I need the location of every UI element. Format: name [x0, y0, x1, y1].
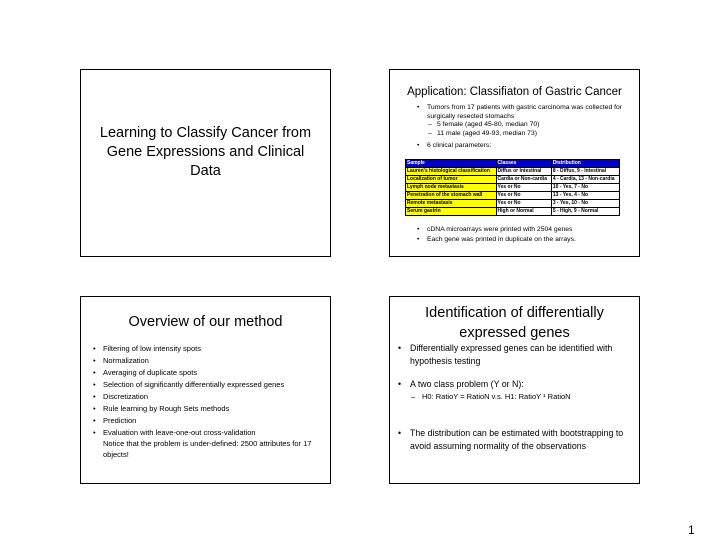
table-header: Sample: [406, 160, 497, 168]
bullet: • A two class problem (Y or N):: [398, 378, 636, 391]
bullet: • The distribution can be estimated with bootstrapping to avoid assuming normality of the observations: [398, 427, 636, 452]
sub-bullet: – H0: RatioY = RatioN v.s. H1: RatioY ¹ RatioN: [398, 391, 636, 404]
table-cell: 8 - Diffus, 9 - Intestinal: [551, 168, 619, 176]
table-cell: Serum gastrin: [406, 208, 497, 216]
list-item: • Evaluation with leave-one-out cross-validation: [93, 427, 325, 439]
table-cell: Lymph node metastasis: [406, 184, 497, 192]
list-item: • Selection of significantly differentially expressed genes: [93, 379, 325, 391]
table-cell: Yes or No: [496, 192, 551, 200]
slide-2: [389, 69, 640, 257]
table-cell: Diffus or Intestinal: [496, 168, 551, 176]
bullet: • Tumors from 17 patients with gastric carcinoma was collected for surgically resected stomachs: [417, 104, 632, 121]
slide-4-title: Identification of differentially expressed genes: [425, 305, 604, 341]
page-number: 1: [688, 523, 695, 537]
table-cell: High or Normal: [496, 208, 551, 216]
list-item: • Normalization: [93, 355, 325, 367]
table-cell: Remote metastasis: [406, 200, 497, 208]
table-cell: Cardia or Non-cardia: [496, 176, 551, 184]
list-item: • Prediction: [93, 415, 325, 427]
table-row: [406, 200, 620, 208]
table-cell: Lauren's histological classification: [406, 168, 497, 176]
table-cell: 10 - Yes, 7 - No: [551, 184, 619, 192]
bullet: • Each gene was printed in duplicate on the arrays.: [417, 235, 632, 245]
sub-bullet: – 11 male (aged 49-93, median 73): [417, 130, 632, 139]
table-cell: Penetration of the stomach wall: [406, 192, 497, 200]
bullet: • Differentially expressed genes can be identified with hypothesis testing: [398, 342, 636, 367]
slide-2-title: Application: Classifiaton of Gastric Cancer: [407, 86, 622, 98]
clinical-parameters-table: [405, 159, 620, 216]
table-header: Classes: [496, 160, 551, 168]
slide-1: [80, 69, 331, 257]
list-item: • Rule learning by Rough Sets methods: [93, 403, 325, 415]
slide-3-title: Overview of our method: [128, 314, 283, 330]
method-list: [93, 343, 325, 460]
table-row: [406, 176, 620, 184]
table-cell: 4 - Cardia, 13 - Non-cardia: [551, 176, 619, 184]
slide-4: [389, 296, 640, 484]
sub-bullet: – 5 female (aged 45-80, median 70): [417, 121, 632, 130]
table-row: [406, 184, 620, 192]
table-cell: Yes or No: [496, 200, 551, 208]
table-cell: Localization of tumor: [406, 176, 497, 184]
slide-3: [80, 296, 331, 484]
table-row: [406, 192, 620, 200]
slide-2-bullets: [417, 104, 632, 151]
bullet: • cDNA microarrays were printed with 2504 genes: [417, 225, 632, 235]
slide-2-bottom-bullets: [417, 225, 632, 244]
note-text: Notice that the problem is under-defined: 2500 attributes for 17 objects!: [103, 439, 312, 459]
slide-1-title: Learning to Classify Cancer from Gene Expressions and Clinical Data: [99, 125, 312, 179]
table-cell: 3 - Yes, 10 - No: [551, 200, 619, 208]
table-row: [406, 168, 620, 176]
bullet: • 6 clinical parameters:: [417, 142, 632, 151]
table-cell: 5 - High, 9 - Normal: [551, 208, 619, 216]
list-item: • Discretization: [93, 391, 325, 403]
table-cell: 13 - Yes, 4 - No: [551, 192, 619, 200]
slide-4-bullets: [398, 342, 636, 452]
list-item: • Averaging of duplicate spots: [93, 367, 325, 379]
table-row: [406, 208, 620, 216]
list-item: • Filtering of low intensity spots: [93, 343, 325, 355]
table-header: Distribution: [551, 160, 619, 168]
table-cell: Yes or No: [496, 184, 551, 192]
